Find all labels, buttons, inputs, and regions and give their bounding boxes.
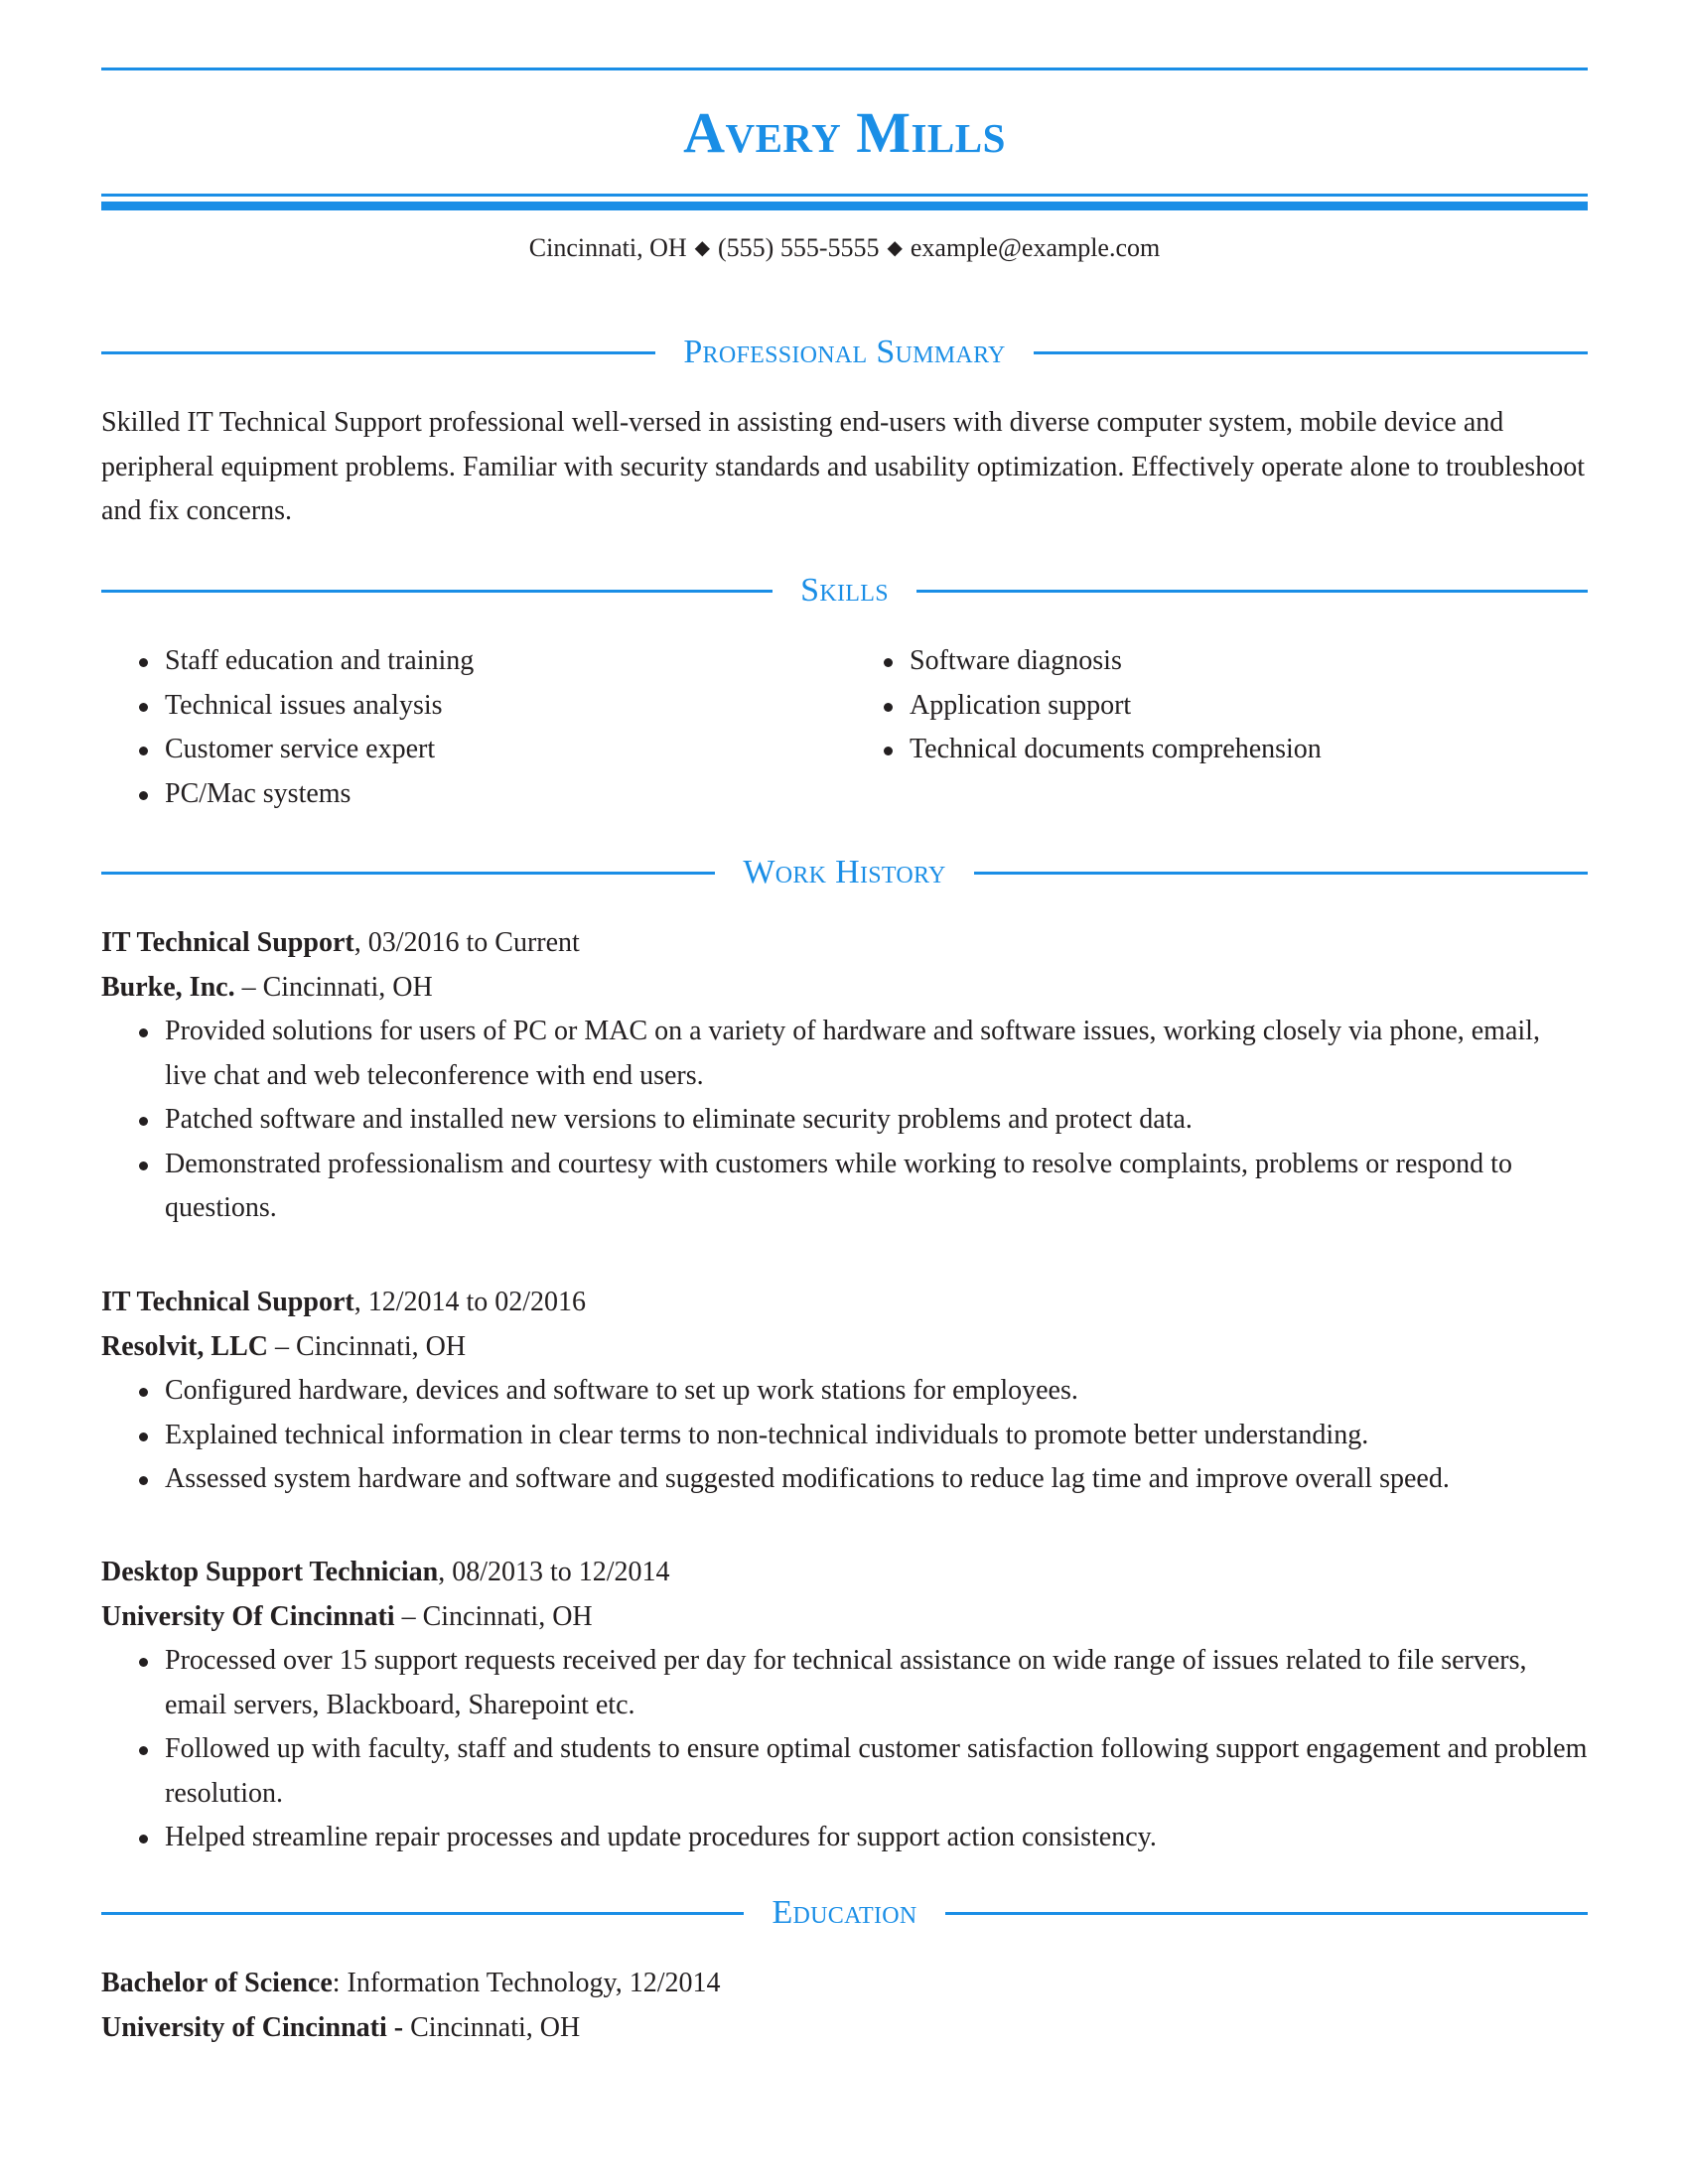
skill-item: Technical issues analysis — [101, 684, 846, 729]
job-bullet: Followed up with faculty, staff and students to ensure optimal customer satisfaction following support engagement and problem resolution. — [101, 1727, 1588, 1816]
job-title-line — [101, 1551, 1588, 1595]
job-company-line — [101, 1595, 1588, 1640]
job-company-line — [101, 1325, 1588, 1370]
job-title-line — [101, 1281, 1588, 1325]
job-dates: , 08/2013 to 12/2014 — [438, 1557, 670, 1587]
section-heading-summary — [101, 328, 1588, 377]
job-dates: , 03/2016 to Current — [353, 927, 580, 958]
skills-list — [101, 639, 1588, 816]
job-bullet: Explained technical information in clear terms to non-technical individuals to promote better understanding. — [101, 1414, 1588, 1458]
heading-rule — [1034, 351, 1588, 354]
job-location: – Cincinnati, OH — [234, 971, 433, 1003]
job-bullet: Assessed system hardware and software and suggested modifications to reduce lag time and improve overall speed. — [101, 1457, 1588, 1502]
job-entry — [101, 1281, 1588, 1502]
heading-rule — [974, 872, 1588, 875]
education-degree: Bachelor of Science — [101, 1968, 333, 1998]
job-title-line — [101, 921, 1588, 966]
job-bullet: Configured hardware, devices and software to set up work stations for employees. — [101, 1369, 1588, 1414]
job-company-line — [101, 966, 1588, 1011]
skill-item: Technical documents comprehension — [846, 728, 1541, 772]
job-bullet: Demonstrated professionalism and courtesy with customers while working to resolve complaints, problems or respond to questions. — [101, 1143, 1588, 1231]
contact-city: Cincinnati, OH — [528, 233, 687, 262]
job-company: Resolvit, LLC — [101, 1330, 268, 1362]
education-entry — [101, 1962, 1588, 2050]
section-title: Education — [772, 1894, 917, 1931]
header-rule-thin — [101, 194, 1588, 197]
job-bullet: Helped streamline repair processes and update procedures for support action consistency. — [101, 1816, 1588, 1860]
job-entry — [101, 1551, 1588, 1860]
education-degree-line — [101, 1962, 1588, 2006]
job-bullet: Provided solutions for users of PC or MAC on a variety of hardware and software issues, working closely via phone, email, live chat and web teleconference with end users. — [101, 1010, 1588, 1098]
education-school-line — [101, 2006, 1588, 2051]
education-school: University of Cincinnati - — [101, 2011, 404, 2043]
skill-item: Customer service expert — [101, 728, 846, 772]
skill-item: PC/Mac systems — [101, 772, 846, 817]
header-rule-thick — [101, 202, 1588, 210]
job-title: IT Technical Support — [101, 1287, 354, 1317]
heading-rule — [945, 1912, 1588, 1915]
heading-rule — [101, 351, 655, 354]
section-title: Professional Summary — [683, 334, 1006, 370]
job-title: Desktop Support Technician — [101, 1557, 439, 1587]
heading-rule — [101, 872, 715, 875]
heading-rule — [101, 1912, 744, 1915]
job-company: University Of Cincinnati — [101, 1600, 395, 1632]
job-company: Burke, Inc. — [101, 971, 235, 1003]
job-location: – Cincinnati, OH — [268, 1330, 467, 1362]
job-title: IT Technical Support — [101, 927, 354, 958]
candidate-name: Avery Mills — [683, 100, 1006, 165]
diamond-separator-icon: ◆ — [887, 237, 903, 259]
diamond-separator-icon: ◆ — [694, 237, 711, 259]
education-location: Cincinnati, OH — [403, 2011, 581, 2043]
job-dates: , 12/2014 to 02/2016 — [353, 1287, 587, 1317]
heading-rule — [101, 590, 773, 593]
section-title: Work History — [743, 854, 946, 890]
education-field: : Information Technology, 12/2014 — [332, 1968, 721, 1998]
heading-rule — [916, 590, 1588, 593]
job-bullets — [101, 1369, 1588, 1502]
job-bullets — [101, 1639, 1588, 1860]
section-title: Skills — [800, 572, 889, 609]
section-heading-work-history — [101, 848, 1588, 897]
top-rule — [101, 68, 1588, 70]
job-bullet: Processed over 15 support requests received per day for technical assistance on wide range of issues related to file servers, email servers, Blackboard, Sharepoint etc. — [101, 1639, 1588, 1727]
job-bullet: Patched software and installed new versions to eliminate security problems and protect data. — [101, 1098, 1588, 1143]
summary-text: Skilled IT Technical Support professional well-versed in assisting end-users with diverse computer system, mobile device and peripheral equipment problems. Familiar with security standards and usability optimization. Effectively operate alone to troubleshoot and fix concerns. — [101, 407, 1585, 526]
skill-item: Staff education and training — [101, 639, 846, 684]
section-heading-skills — [101, 566, 1588, 615]
job-bullets — [101, 1010, 1588, 1231]
contact-email: example@example.com — [910, 233, 1161, 262]
contact-phone: (555) 555-5555 — [718, 233, 880, 262]
job-location: – Cincinnati, OH — [394, 1600, 593, 1632]
job-entry — [101, 921, 1588, 1231]
skill-item: Application support — [846, 684, 1541, 729]
skill-item: Software diagnosis — [846, 639, 1541, 684]
skills-column-1 — [101, 639, 846, 816]
section-heading-education — [101, 1888, 1588, 1938]
skills-column-2 — [846, 639, 1541, 816]
contact-line — [101, 230, 1588, 268]
